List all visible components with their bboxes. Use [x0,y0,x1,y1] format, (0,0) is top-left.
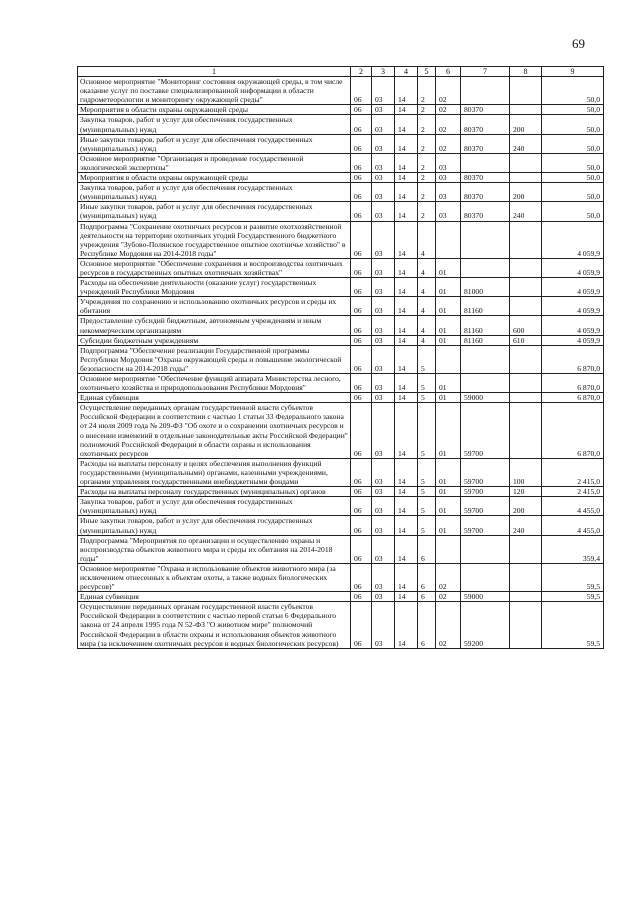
code-cell: 59700 [461,403,510,459]
code-cell [461,563,510,591]
code-cell: 2 [418,202,436,221]
table-row [78,77,604,105]
code-cell: 5 [418,374,436,393]
expense-name-cell: Учреждения по сохранению и использованию охотничьих ресурсов и среды их обитания [78,297,351,316]
amount-cell: 50,0 [542,183,604,202]
code-cell: 59000 [461,592,510,602]
amount-cell: 4 059,9 [542,258,604,277]
table-row [78,105,604,115]
code-cell [510,602,542,648]
code-cell: 5 [418,497,436,516]
code-cell: 03 [372,134,395,153]
code-cell: 03 [372,173,395,183]
amount-cell: 50,0 [542,77,604,105]
code-cell: 59000 [461,393,510,403]
code-cell: 02 [436,602,461,648]
code-cell: 5 [418,516,436,535]
code-cell: 80370 [461,173,510,183]
code-cell [510,153,542,172]
code-cell: 59700 [461,487,510,497]
code-cell: 2 [418,77,436,105]
amount-cell: 6 870,0 [542,374,604,393]
code-cell: 14 [395,458,418,486]
budget-table [77,66,604,649]
amount-cell: 4 059,9 [542,221,604,258]
code-cell: 01 [436,403,461,459]
amount-cell: 50,0 [542,105,604,115]
table-row [78,345,604,373]
table-row [78,374,604,393]
table-row [78,403,604,459]
code-cell: 81160 [461,335,510,345]
table-row [78,487,604,497]
code-cell: 14 [395,335,418,345]
code-cell: 14 [395,221,418,258]
table-row [78,458,604,486]
code-cell: 14 [395,602,418,648]
expense-name-cell: Единая субвенция [78,592,351,602]
code-cell [510,221,542,258]
code-cell: 03 [372,153,395,172]
code-cell: 5 [418,458,436,486]
code-cell: 06 [351,316,372,335]
code-cell: 4 [418,335,436,345]
code-cell [510,105,542,115]
expense-name-cell: Закупка товаров, работ и услуг для обеспечения государственных (муниципальных) нужд [78,115,351,134]
expense-name-cell: Закупка товаров, работ и услуг для обеспечения государственных (муниципальных) нужд [78,497,351,516]
code-cell: 02 [436,592,461,602]
code-cell: 01 [436,487,461,497]
code-cell: 200 [510,115,542,134]
code-cell: 03 [372,77,395,105]
amount-cell: 2 415,0 [542,458,604,486]
code-cell: 81160 [461,297,510,316]
code-cell [510,345,542,373]
code-cell: 14 [395,345,418,373]
table-row [78,183,604,202]
code-cell: 14 [395,202,418,221]
column-header: 6 [436,67,461,77]
code-cell [461,345,510,373]
amount-cell: 50,0 [542,134,604,153]
code-cell [510,535,542,563]
amount-cell: 4 455,0 [542,497,604,516]
code-cell: 03 [372,592,395,602]
code-cell [461,77,510,105]
expense-name-cell: Основное мероприятие "Обеспечение сохранения и воспроизводства охотничьих ресурсов в государственных опытных охотничьих хозяйствах" [78,258,351,277]
code-cell: 03 [372,278,395,297]
expense-name-cell: Подпрограмма "Сохранение охотничьих ресурсов и развитие охотхозяйственной деятельности на территории охотничьих угодий Государственного бюджетного учреждения "Зубово-Полянское государственное опытное охотничье хозяйство" в Республике Мордовия на 2014-2018 годы" [78,221,351,258]
amount-cell: 59,5 [542,563,604,591]
amount-cell: 59,5 [542,602,604,648]
code-cell: 06 [351,258,372,277]
code-cell: 2 [418,153,436,172]
code-cell: 14 [395,592,418,602]
code-cell: 03 [372,393,395,403]
code-cell: 4 [418,278,436,297]
code-cell: 4 [418,297,436,316]
code-cell: 2 [418,115,436,134]
code-cell: 59700 [461,516,510,535]
code-cell [510,258,542,277]
code-cell: 06 [351,393,372,403]
code-cell: 2 [418,134,436,153]
table-row [78,335,604,345]
code-cell: 14 [395,497,418,516]
code-cell: 14 [395,105,418,115]
code-cell: 03 [372,335,395,345]
page-number: 69 [572,36,585,51]
expense-name-cell: Единая субвенция [78,393,351,403]
code-cell: 2 [418,183,436,202]
code-cell: 6 [418,563,436,591]
expense-name-cell: Подпрограмма "Мероприятия по организации и осуществлению охраны и воспроизводства объектов животного мира и среды их обитания на 2014-2018 годы" [78,535,351,563]
code-cell: 06 [351,134,372,153]
table-row [78,278,604,297]
code-cell: 06 [351,497,372,516]
code-cell: 03 [436,173,461,183]
amount-cell: 6 870,0 [542,345,604,373]
code-cell: 02 [436,115,461,134]
code-cell: 06 [351,374,372,393]
code-cell: 01 [436,335,461,345]
amount-cell: 4 059,9 [542,316,604,335]
expense-name-cell: Основное мероприятие "Организация и проведение государственной экологической экспертизы" [78,153,351,172]
code-cell: 59700 [461,497,510,516]
code-cell: 03 [372,602,395,648]
table-row [78,153,604,172]
column-header: 2 [351,67,372,77]
code-cell: 14 [395,115,418,134]
code-cell: 03 [372,105,395,115]
code-cell: 14 [395,77,418,105]
table-row [78,173,604,183]
code-cell [510,393,542,403]
code-cell: 80370 [461,115,510,134]
amount-cell: 50,0 [542,115,604,134]
code-cell: 4 [418,221,436,258]
code-cell: 03 [372,297,395,316]
expense-name-cell: Подпрограмма "Обеспечение реализации Государственной программы Республики Мордовия "Охрана окружающей среды и повышение экологической безопасности на 2014-2018 годы" [78,345,351,373]
code-cell: 5 [418,345,436,373]
code-cell: 02 [436,105,461,115]
table-row [78,202,604,221]
code-cell: 06 [351,202,372,221]
code-cell: 80370 [461,134,510,153]
code-cell: 01 [436,516,461,535]
code-cell: 06 [351,345,372,373]
amount-cell: 6 870,0 [542,403,604,459]
table-row [78,258,604,277]
code-cell: 14 [395,258,418,277]
code-cell: 14 [395,487,418,497]
code-cell: 06 [351,278,372,297]
code-cell: 5 [418,487,436,497]
code-cell [461,374,510,393]
code-cell: 03 [372,374,395,393]
code-cell: 03 [372,487,395,497]
code-cell: 81000 [461,278,510,297]
code-cell: 610 [510,335,542,345]
expense-name-cell: Иные закупки товаров, работ и услуг для обеспечения государственных (муниципальных) нужд [78,516,351,535]
amount-cell: 4 059,9 [542,297,604,316]
code-cell: 4 [418,258,436,277]
table-body [78,67,604,649]
code-cell: 01 [436,393,461,403]
expense-name-cell: Мероприятия в области охраны окружающей среды [78,173,351,183]
code-cell: 14 [395,173,418,183]
code-cell: 06 [351,516,372,535]
code-cell: 120 [510,487,542,497]
amount-cell: 359,4 [542,535,604,563]
expense-name-cell: Предоставление субсидий бюджетным, автономным учреждениям и иным некоммерческим организациям [78,316,351,335]
amount-cell: 50,0 [542,202,604,221]
table-row [78,602,604,648]
code-cell: 01 [436,458,461,486]
code-cell: 100 [510,458,542,486]
column-header: 8 [510,67,542,77]
amount-cell: 4 059,9 [542,278,604,297]
expense-name-cell: Субсидии бюджетным учреждениям [78,335,351,345]
code-cell: 06 [351,173,372,183]
code-cell: 03 [436,202,461,221]
code-cell [436,345,461,373]
code-cell [461,535,510,563]
code-cell: 06 [351,115,372,134]
code-cell: 59200 [461,602,510,648]
code-cell: 03 [436,153,461,172]
code-cell [510,77,542,105]
code-cell: 06 [351,592,372,602]
amount-cell: 6 870,0 [542,393,604,403]
table-row [78,393,604,403]
amount-cell: 50,0 [542,153,604,172]
code-cell: 06 [351,183,372,202]
code-cell: 06 [351,335,372,345]
code-cell [510,173,542,183]
table-row [78,516,604,535]
code-cell: 03 [372,497,395,516]
table-row [78,535,604,563]
code-cell: 14 [395,374,418,393]
expense-name-cell: Мероприятия в области охраны окружающей среды [78,105,351,115]
code-cell: 14 [395,134,418,153]
code-cell: 6 [418,535,436,563]
code-cell: 06 [351,77,372,105]
code-cell [436,221,461,258]
code-cell: 81160 [461,316,510,335]
code-cell: 59700 [461,458,510,486]
code-cell [510,297,542,316]
code-cell: 200 [510,497,542,516]
code-cell: 03 [372,183,395,202]
amount-cell: 4 059,9 [542,335,604,345]
code-cell: 03 [372,458,395,486]
code-cell: 03 [372,563,395,591]
code-cell [510,374,542,393]
code-cell: 200 [510,183,542,202]
expense-name-cell: Основное мероприятие "Мониторинг состояния окружающей среды, в том числе оказание услуг по поставке специализированной информации в области гидрометеорологии и мониторингу окружающей среды" [78,77,351,105]
table-row [78,592,604,602]
code-cell: 01 [436,374,461,393]
code-cell [510,592,542,602]
code-cell: 02 [436,134,461,153]
code-cell: 80370 [461,202,510,221]
expense-name-cell: Осуществление переданных органам государственной власти субъектов Российской Федерации в соответствии с частью 1 статьи 33 Федерального закона от 24 июля 2009 года № 209-ФЗ "Об охоте и о сохранении охотничьих ресурсов и о внесении изменений в отдельные законодательные акты Российской Федерации" полномочий Российской Федерации в области охраны и использования охотничьих ресурсов [78,403,351,459]
code-cell: 03 [372,258,395,277]
code-cell: 03 [372,535,395,563]
code-cell: 06 [351,153,372,172]
code-cell: 14 [395,316,418,335]
code-cell: 4 [418,316,436,335]
table-row [78,115,604,134]
code-cell: 03 [436,183,461,202]
expense-name-cell: Иные закупки товаров, работ и услуг для обеспечения государственных (муниципальных) нужд [78,134,351,153]
code-cell: 02 [436,563,461,591]
code-cell [510,403,542,459]
amount-cell: 2 415,0 [542,487,604,497]
code-cell: 06 [351,105,372,115]
code-cell: 6 [418,592,436,602]
code-cell: 03 [372,345,395,373]
expense-name-cell: Расходы на выплаты персоналу в целях обеспечения выполнения функций государственными (муниципальными) органами, казенными учреждениями, органами управления государственными внебюджетными фондами [78,458,351,486]
expense-name-cell: Закупка товаров, работ и услуг для обеспечения государственных (муниципальных) нужд [78,183,351,202]
code-cell: 2 [418,105,436,115]
expense-name-cell: Расходы на обеспечение деятельности (оказание услуг) государственных учреждений Республики Мордовия [78,278,351,297]
code-cell: 03 [372,316,395,335]
code-cell: 14 [395,563,418,591]
code-cell: 5 [418,403,436,459]
code-cell: 06 [351,602,372,648]
amount-cell: 59,5 [542,592,604,602]
code-cell: 14 [395,403,418,459]
code-cell: 06 [351,535,372,563]
table-row [78,497,604,516]
code-cell: 03 [372,202,395,221]
code-cell [461,221,510,258]
code-cell: 80370 [461,183,510,202]
code-cell: 240 [510,134,542,153]
code-cell: 01 [436,258,461,277]
code-cell: 03 [372,115,395,134]
column-header: 4 [395,67,418,77]
code-cell: 06 [351,403,372,459]
code-cell: 80370 [461,105,510,115]
column-header: 3 [372,67,395,77]
code-cell [461,258,510,277]
code-cell: 14 [395,278,418,297]
code-cell: 14 [395,183,418,202]
table-row [78,563,604,591]
code-cell: 06 [351,297,372,316]
code-cell [510,278,542,297]
code-cell [436,535,461,563]
code-cell: 06 [351,563,372,591]
column-header: 7 [461,67,510,77]
expense-name-cell: Основное мероприятие "Обеспечение функций аппарата Министерства лесного, охотничьего хозяйства и природопользования Республики Мордовия" [78,374,351,393]
column-header: 1 [78,67,351,77]
code-cell: 01 [436,297,461,316]
code-cell: 03 [372,221,395,258]
expense-name-cell: Осуществление переданных органам государственной власти субъектов Российской Федерации в соответствии с частью первой статьи 6 Федерального закона от 24 апреля 1995 года N 52-ФЗ "О животном мире" полномочий Российской Федерации в области охраны и использования объектов животного мира (за исключением охотничьих ресурсов и водных биологических ресурсов) [78,602,351,648]
table-row [78,221,604,258]
column-header: 5 [418,67,436,77]
code-cell [461,153,510,172]
expense-name-cell: Иные закупки товаров, работ и услуг для обеспечения государственных (муниципальных) нужд [78,202,351,221]
code-cell: 14 [395,393,418,403]
code-cell: 240 [510,202,542,221]
code-cell: 03 [372,516,395,535]
expense-name-cell: Основное мероприятие "Охрана и использование объектов животного мира (за исключением отнесенных к объектам охоты, а также водных биологических ресурсов)" [78,563,351,591]
code-cell: 06 [351,458,372,486]
column-header: 9 [542,67,604,77]
code-cell: 06 [351,487,372,497]
code-cell: 02 [436,77,461,105]
code-cell: 01 [436,278,461,297]
code-cell: 14 [395,153,418,172]
expense-name-cell: Расходы на выплаты персоналу государственных (муниципальных) органов [78,487,351,497]
table-header-row [78,67,604,77]
code-cell: 01 [436,497,461,516]
code-cell: 600 [510,316,542,335]
table-row [78,316,604,335]
amount-cell: 4 455,0 [542,516,604,535]
amount-cell: 50,0 [542,173,604,183]
code-cell: 01 [436,316,461,335]
code-cell: 5 [418,393,436,403]
code-cell: 6 [418,602,436,648]
code-cell: 03 [372,403,395,459]
code-cell: 14 [395,535,418,563]
table-row [78,134,604,153]
code-cell: 14 [395,516,418,535]
code-cell [510,563,542,591]
code-cell: 14 [395,297,418,316]
table-row [78,297,604,316]
code-cell: 240 [510,516,542,535]
code-cell: 06 [351,221,372,258]
code-cell: 2 [418,173,436,183]
